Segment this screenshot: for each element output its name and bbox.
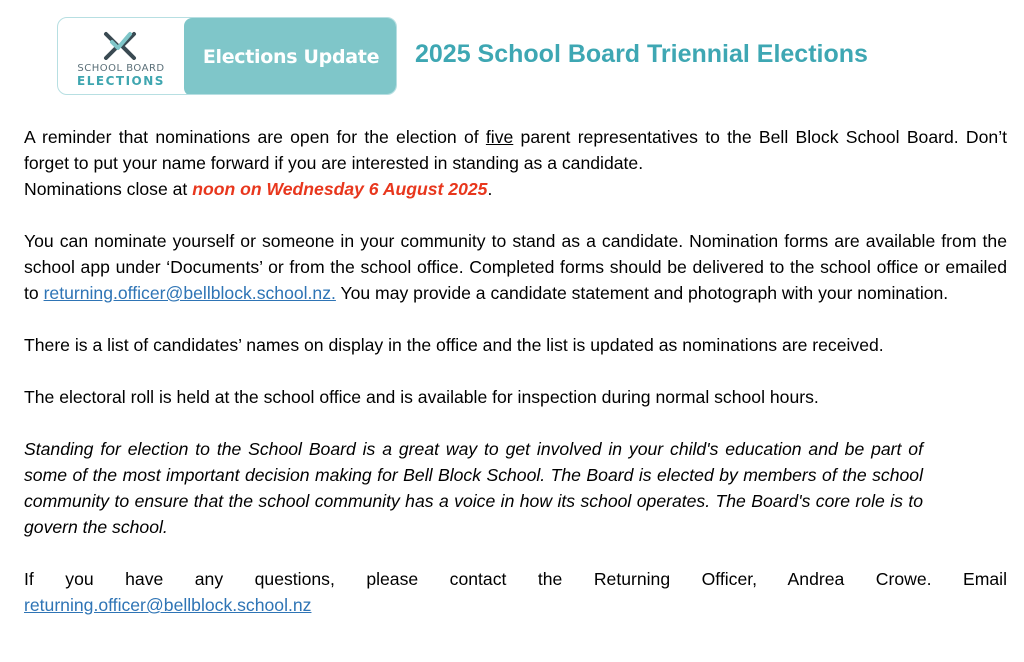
contact-email-link[interactable]: returning.officer@bellblock.school.nz: [24, 595, 312, 615]
paragraph-contact-email: [24, 592, 1007, 618]
text: A reminder that nominations are open for the election of: [24, 127, 486, 147]
cross-check-icon: [103, 30, 137, 60]
deadline-highlight: noon on Wednesday 6 August 2025: [192, 179, 488, 199]
page-title: 2025 School Board Triennial Elections: [415, 40, 868, 68]
text: You can nominate yourself or someone in your community to stand as a candidate. Nomination forms are available from the school app under ‘Documents’ or from the school office. Completed forms should be delivered to the school office or emailed to: [24, 231, 1007, 303]
text: parent representatives to the Bell Block School Board. Don’t forget to put your name forward if you are interested in standing as a candidate.: [24, 127, 1007, 173]
text: Nominations close at: [24, 179, 193, 199]
paragraph-electoral-roll: The electoral roll is held at the school office and is available for inspection during normal school hours.: [24, 387, 819, 407]
paragraph-close-date: [24, 176, 1007, 202]
quote-standing-for-election: Standing for election to the School Board is a great way to get involved in your child's education and be part of some of the most important decision making for Bell Block School. The Board is elected by members of the school community to ensure that the school community has a voice in how its school operates. The Board's core role is to govern the school.: [24, 439, 923, 537]
paragraph-nomination-forms: [24, 228, 1007, 306]
logo-text-school-board: SCHOOL BOARD: [77, 63, 165, 74]
logo-left: [58, 18, 184, 95]
school-board-elections-logo: [57, 17, 397, 95]
banner-text: Elections Update: [202, 46, 380, 68]
elections-update-banner: [184, 18, 397, 95]
document-body: [24, 124, 1007, 618]
text: .: [487, 179, 493, 199]
header: [57, 17, 1017, 97]
paragraph-contact: If you have any questions, please contact the Returning Officer, Andrea Crowe. Email: [24, 569, 1007, 589]
text: You may provide a candidate statement and photograph with your nomination.: [335, 283, 949, 303]
logo-text-elections: ELECTIONS: [77, 74, 165, 88]
underlined-five: five: [485, 127, 514, 147]
paragraph-candidates-list: There is a list of candidates’ names on display in the office and the list is updated as nominations are received.: [24, 335, 884, 355]
paragraph-nominations: [24, 124, 1007, 176]
email-link[interactable]: returning.officer@bellblock.school.nz.: [43, 283, 336, 303]
